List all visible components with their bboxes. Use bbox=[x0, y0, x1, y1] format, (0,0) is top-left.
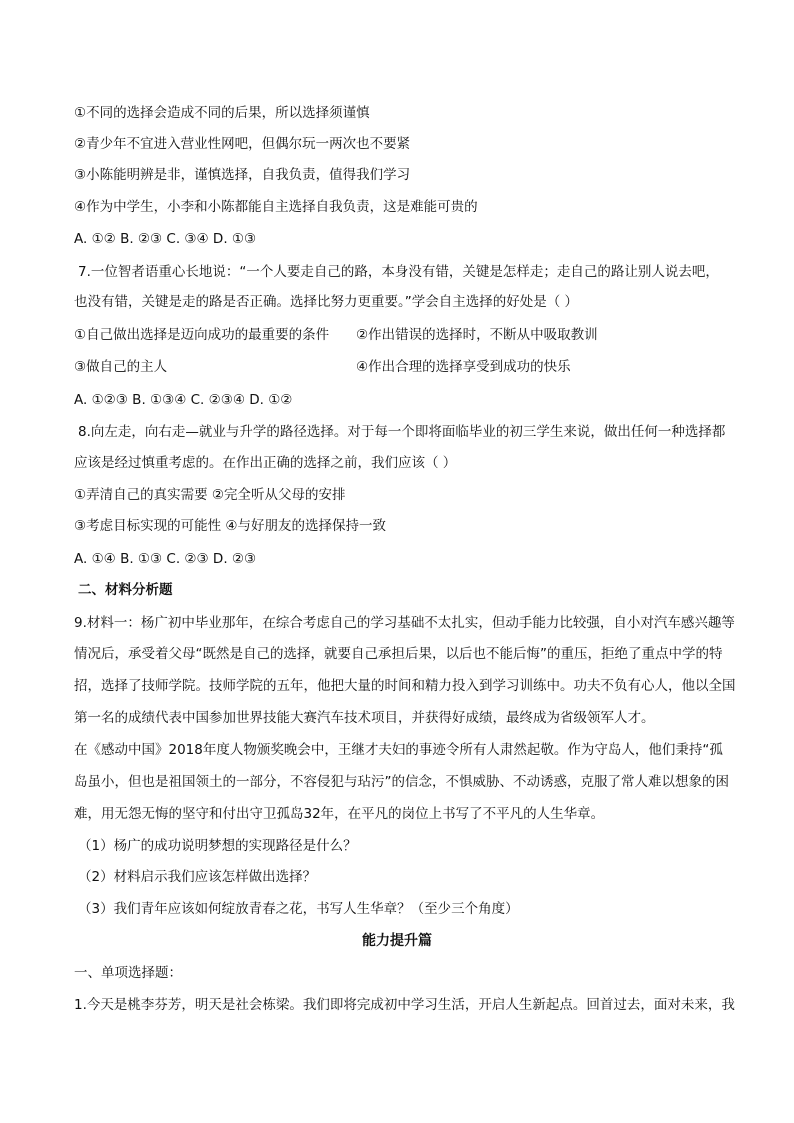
section-title-single-choice: 一、单项选择题： bbox=[74, 965, 182, 981]
q7-options: A. ①②③ B. ①③④ C. ②③④ D. ①② bbox=[74, 392, 293, 408]
q6-statement-4: ④作为中学生，小李和小陈都能自主选择自我负责，这是难能可贵的 bbox=[74, 199, 478, 215]
q9-paragraph-line-1: 9.材料一：杨广初中毕业那年，在综合考虑自己的学习基础不太扎实，但动手能力比较强，自小对汽车感兴趣等 bbox=[74, 615, 735, 631]
q9-paragraph-line-7: 难，用无怨无悔的坚守和付出守卫孤岛32年，在平凡的岗位上书写了不平凡的人生华章。 bbox=[74, 806, 605, 822]
q9-sub-question-2: （2）材料启示我们应该怎样做出选择？ bbox=[78, 869, 317, 885]
q8-options: A. ①④ B. ①③ C. ②③ D. ②③ bbox=[74, 551, 257, 567]
q8-stem-line-2: 应该是经过慎重考虑的。在作出正确的选择之前，我们应该（ ） bbox=[74, 455, 457, 471]
q9-paragraph-line-6: 岛虽小，但也是祖国领土的一部分，不容侵犯与玷污”的信念，不惧威胁、不动诱惑，克服了常人难以想象的困 bbox=[74, 774, 729, 790]
q9-paragraph-line-5: 在《感动中国》2018年度人物颁奖晚会中，王继才夫妇的事迹令所有人肃然起敬。作为守岛人，他们秉持“孤 bbox=[74, 742, 723, 758]
q9-sub-question-3: （3）我们青年应该如何绽放青春之花，书写人生华章？（至少三个角度） bbox=[78, 901, 519, 917]
q6-statement-2: ②青少年不宜进入营业性网吧，但偶尔玩一两次也不要紧 bbox=[74, 136, 411, 152]
q7-statement-3: ③做自己的主人 bbox=[74, 359, 168, 375]
q6-options: A. ①② B. ②③ C. ③④ D. ①③ bbox=[74, 231, 257, 247]
part-title-ability-improvement: 能力提升篇 bbox=[362, 933, 432, 949]
section-title-material-analysis: 二、材料分析题 bbox=[78, 582, 173, 598]
q9-paragraph-line-4: 第一名的成绩代表中国参加世界技能大赛汽车技术项目，并获得好成绩，最终成为省级领军人才。 bbox=[74, 710, 655, 726]
q7-statement-2: ②作出错误的选择时，不断从中吸取教训 bbox=[356, 327, 598, 343]
q8-stem-line-1: 8.向左走，向右走—就业与升学的路径选择。对于每一个即将面临毕业的初三学生来说，做出任何一种选择都 bbox=[78, 424, 726, 440]
question-1-line-1: 1.今天是桃李芬芳，明天是社会栋梁。我们即将完成初中学习生活，开启人生新起点。回首过去，面对未来，我 bbox=[74, 997, 735, 1013]
q9-sub-question-1: （1）杨广的成功说明梦想的实现路径是什么？ bbox=[78, 838, 357, 854]
q6-statement-3: ③小陈能明辨是非，谨慎选择，自我负责，值得我们学习 bbox=[74, 167, 411, 183]
q7-statement-1: ①自己做出选择是迈向成功的最重要的条件 bbox=[74, 327, 330, 343]
q7-stem-line-1: 7.一位智者语重心长地说：“一个人要走自己的路，本身没有错，关键是怎样走；走自己的路让别人说去吧， bbox=[78, 264, 719, 280]
q9-paragraph-line-3: 招，选择了技师学院。技师学院的五年，他把大量的时间和精力投入到学习训练中。功夫不负有心人，他以全国 bbox=[74, 678, 736, 694]
q8-statements-row-1: ①弄清自己的真实需要 ②完全听从父母的安排 bbox=[74, 487, 346, 503]
q7-stem-line-2: 也没有错，关键是走的路是否正确。选择比努力更重要。”学会自主选择的好处是（ ） bbox=[74, 294, 579, 310]
q6-statement-1: ①不同的选择会造成不同的后果，所以选择须谨慎 bbox=[74, 105, 370, 121]
q9-paragraph-line-2: 情况后，承受着父母“既然是自己的选择，就要自己承担后果，以后也不能后悔”的重压，拒绝了重点中学的特 bbox=[74, 646, 723, 662]
q8-statements-row-2: ③考虑目标实现的可能性 ④与好朋友的选择保持一致 bbox=[74, 518, 386, 534]
q7-statements-row-2 bbox=[74, 357, 571, 377]
q7-statement-4: ④作出合理的选择享受到成功的快乐 bbox=[356, 359, 571, 375]
q7-statements-row-1 bbox=[74, 325, 598, 345]
